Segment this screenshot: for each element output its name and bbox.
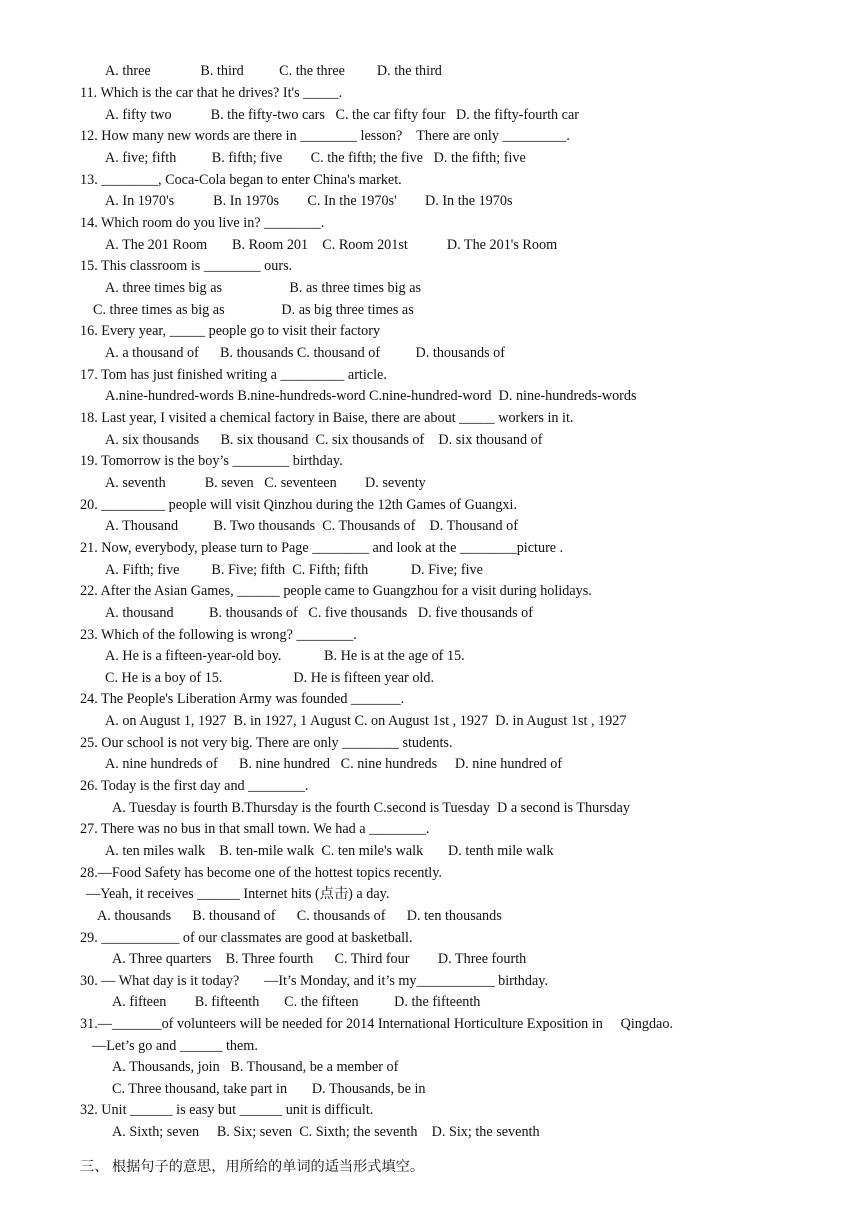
q16-question: 16. Every year, _____ people go to visit their factory xyxy=(80,323,381,339)
q12-question: 12. How many new words are there in ________ lesson? There are only _________. xyxy=(80,128,570,144)
q11-question: 11. Which is the car that he drives? It's _____. xyxy=(80,85,343,101)
q21-question: 21. Now, everybody, please turn to Page ________ and look at the ________picture . xyxy=(80,540,564,556)
q30-options: A. fifteen B. fifteenth C. the fifteen D. the fifteenth xyxy=(112,994,481,1010)
q15-options-ab: A. three times big as B. as three times big as xyxy=(105,280,422,296)
q28-options: A. thousands B. thousand of C. thousands of D. ten thousands xyxy=(97,908,502,924)
q25-options: A. nine hundreds of B. nine hundred C. nine hundreds D. nine hundred of xyxy=(105,756,563,772)
q21-options: A. Fifth; five B. Five; fifth C. Fifth; fifth D. Five; five xyxy=(105,562,483,578)
q18-options: A. six thousands B. six thousand C. six thousands of D. six thousand of xyxy=(105,432,543,448)
q26-question: 26. Today is the first day and ________. xyxy=(80,778,309,794)
q19-question: 19. Tomorrow is the boy’s ________ birthday. xyxy=(80,453,343,469)
q31-reply: —Let’s go and ______ them. xyxy=(92,1038,258,1054)
q26-options: A. Tuesday is fourth B.Thursday is the fourth C.second is Tuesday D a second is Thursday xyxy=(112,800,630,816)
q22-question: 22. After the Asian Games, ______ people came to Guangzhou for a visit during holidays. xyxy=(80,583,592,599)
q23-options-ab: A. He is a fifteen-year-old boy. B. He is at the age of 15. xyxy=(105,648,465,664)
q15-options-cd: C. three times as big as D. as big three times as xyxy=(93,302,414,318)
q20-options: A. Thousand B. Two thousands C. Thousands of D. Thousand of xyxy=(105,518,518,534)
q32-options: A. Sixth; seven B. Six; seven C. Sixth; the seventh D. Six; the seventh xyxy=(112,1124,540,1140)
q31-question: 31.—_______of volunteers will be needed for 2014 International Horticulture Exposition in Qingdao. xyxy=(80,1016,673,1032)
q28-reply: —Yeah, it receives ______ Internet hits (点击) a day. xyxy=(86,886,390,902)
q30-question: 30. — What day is it today? —It’s Monday, and it’s my___________ birthday. xyxy=(80,973,549,989)
q31-options-ab: A. Thousands, join B. Thousand, be a member of xyxy=(112,1059,399,1075)
q11-options: A. fifty two B. the fifty-two cars C. the car fifty four D. the fifty-fourth car xyxy=(105,107,579,123)
q14-options: A. The 201 Room B. Room 201 C. Room 201st D. The 201's Room xyxy=(105,237,558,253)
q13-question: 13. ________, Coca-Cola began to enter China's market. xyxy=(80,172,402,188)
q20-question: 20. _________ people will visit Qinzhou during the 12th Games of Guangxi. xyxy=(80,497,517,513)
q14-question: 14. Which room do you live in? ________. xyxy=(80,215,325,231)
q25-question: 25. Our school is not very big. There are only ________ students. xyxy=(80,735,453,751)
q22-options: A. thousand B. thousands of C. five thousands D. five thousands of xyxy=(105,605,533,621)
q18-question: 18. Last year, I visited a chemical factory in Baise, there are about _____ workers in it. xyxy=(80,410,574,426)
q27-question: 27. There was no bus in that small town. We had a ________. xyxy=(80,821,430,837)
q12-options: A. five; fifth B. fifth; five C. the fifth; the five D. the fifth; five xyxy=(105,150,526,166)
q16-options: A. a thousand of B. thousands C. thousand of D. thousands of xyxy=(105,345,505,361)
q15-question: 15. This classroom is ________ ours. xyxy=(80,258,293,274)
section-three-heading: 三、 根据句子的意思，用所给的单词的适当形式填空。 xyxy=(80,1159,425,1175)
q32-question: 32. Unit ______ is easy but ______ unit is difficult. xyxy=(80,1102,374,1118)
q29-options: A. Three quarters B. Three fourth C. Third four D. Three fourth xyxy=(112,951,527,967)
q23-options-cd: C. He is a boy of 15. D. He is fifteen year old. xyxy=(105,670,435,686)
q13-options: A. In 1970's B. In 1970s C. In the 1970s' D. In the 1970s xyxy=(105,193,513,209)
q27-options: A. ten miles walk B. ten-mile walk C. ten mile's walk D. tenth mile walk xyxy=(105,843,554,859)
q24-question: 24. The People's Liberation Army was founded _______. xyxy=(80,691,405,707)
q19-options: A. seventh B. seven C. seventeen D. seventy xyxy=(105,475,426,491)
q17-options: A.nine-hundred-words B.nine-hundreds-word C.nine-hundred-word D. nine-hundreds-words xyxy=(105,388,637,404)
q29-question: 29. ___________ of our classmates are good at basketball. xyxy=(80,930,413,946)
q31-options-cd: C. Three thousand, take part in D. Thousands, be in xyxy=(112,1081,426,1097)
q24-options: A. on August 1, 1927 B. in 1927, 1 August C. on August 1st , 1927 D. in August 1st , 1927 xyxy=(105,713,627,729)
q10-options: A. three B. third C. the three D. the third xyxy=(105,63,442,79)
q28-question: 28.—Food Safety has become one of the hottest topics recently. xyxy=(80,865,442,881)
q17-question: 17. Tom has just finished writing a _________ article. xyxy=(80,367,387,383)
q23-question: 23. Which of the following is wrong? ________. xyxy=(80,627,357,643)
